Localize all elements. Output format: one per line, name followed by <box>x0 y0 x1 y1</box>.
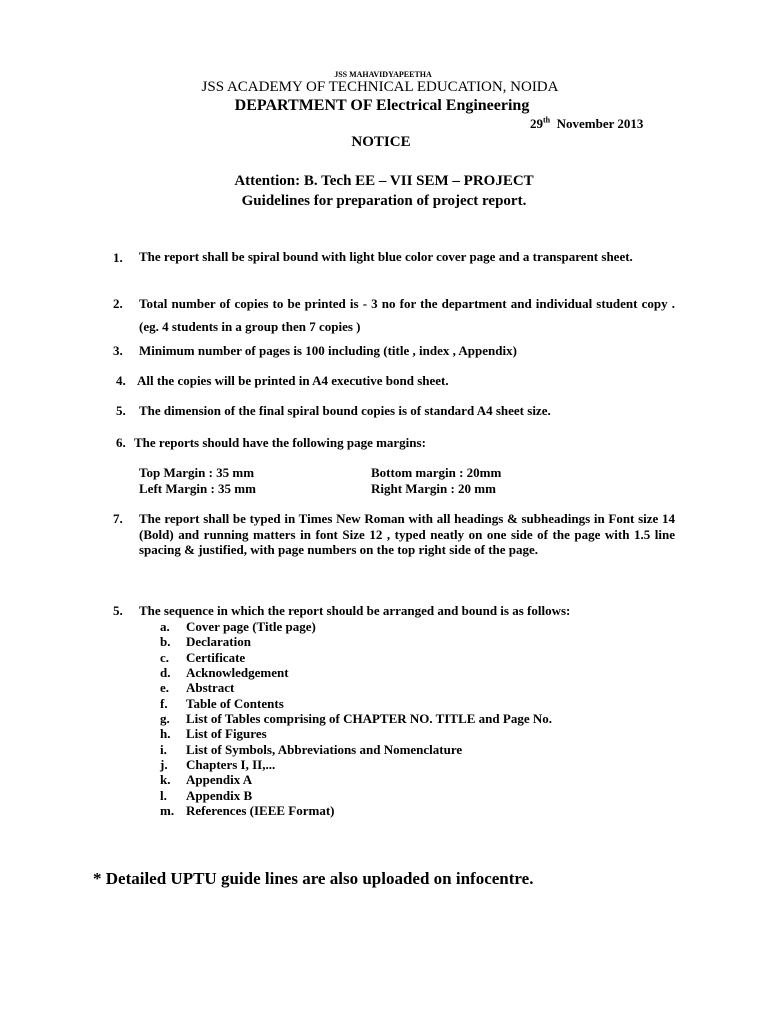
item-text: The report shall be spiral bound with light blue color cover page and a transparent sheet. <box>139 249 633 264</box>
notice-title: NOTICE <box>351 134 411 150</box>
sequence-letter: e. <box>160 680 170 695</box>
sequence-text: Table of Contents <box>186 696 284 711</box>
sequence-item <box>160 650 245 666</box>
sequence-text: Certificate <box>186 650 246 665</box>
item-number: 1. <box>113 250 123 265</box>
item-number: 2. <box>113 296 123 311</box>
notice-date <box>530 116 643 132</box>
academy-name: JSS ACADEMY OF TECHNICAL EDUCATION, NOIDA <box>201 79 559 95</box>
sequence-letter: h. <box>160 726 171 741</box>
sequence-item <box>160 726 267 742</box>
item-text: The report shall be typed in Times New Roman with all headings & subheadings in Font size 14 (Bold) and running matters in font Size 12 , typed neatly on one side of the page with 1.5 line spacing & justified, with page numbers on the top right side of the page. <box>139 511 675 557</box>
org-name: JSS MAHAVIDYAPEETHA <box>334 70 432 79</box>
sequence-text: Appendix B <box>186 788 253 803</box>
footer-note: * Detailed UPTU guide lines are also uploaded on infocentre. <box>93 869 534 888</box>
item-text: Total number of copies to be printed is - 3 no for the department and individual student copy .(eg. 4 students in a group then 7 copies ) <box>139 296 675 334</box>
item-number: 5. <box>113 603 123 618</box>
item-number: 4. <box>116 373 126 388</box>
date-month-year: November 2013 <box>556 116 644 131</box>
sequence-letter: d. <box>160 665 171 680</box>
sequence-item <box>160 772 252 788</box>
margin-bottom: Bottom margin : 20mm <box>371 465 502 480</box>
department-name: DEPARTMENT OF Electrical Engineering <box>234 97 530 114</box>
sequence-text: Appendix A <box>186 772 253 787</box>
sequence-letter: a. <box>160 619 170 634</box>
item-text: The sequence in which the report should be arranged and bound is as follows: <box>139 603 571 618</box>
sequence-item <box>160 696 284 712</box>
margin-right: Right Margin : 20 mm <box>371 481 496 496</box>
sequence-text: Cover page (Title page) <box>186 619 316 634</box>
sequence-item <box>160 665 289 681</box>
item-text: All the copies will be printed in A4 executive bond sheet. <box>137 373 449 388</box>
sequence-text: Chapters I, II,... <box>186 757 276 772</box>
sequence-item <box>160 619 316 635</box>
sequence-item <box>160 757 275 773</box>
sequence-text: List of Symbols, Abbreviations and Nomenclature <box>186 742 463 757</box>
sequence-letter: b. <box>160 634 171 649</box>
sequence-letter: m. <box>160 803 175 818</box>
sequence-letter: k. <box>160 772 171 787</box>
sequence-letter: l. <box>160 788 167 803</box>
sequence-item <box>160 680 234 696</box>
guidelines-subtitle: Guidelines for preparation of project report. <box>241 193 527 209</box>
sequence-letter: f. <box>160 696 168 711</box>
sequence-text: Acknowledgement <box>186 665 289 680</box>
sequence-text: List of Figures <box>186 726 267 741</box>
sequence-text: Declaration <box>186 634 251 649</box>
item-number: 3. <box>113 343 123 358</box>
sequence-item <box>160 634 251 650</box>
date-day: 29 <box>530 116 543 131</box>
sequence-item <box>160 803 335 819</box>
sequence-text: List of Tables comprising of CHAPTER NO. TITLE and Page No. <box>186 711 552 726</box>
margin-top: Top Margin : 35 mm <box>139 465 255 480</box>
attention-line: Attention: B. Tech EE – VII SEM – PROJECT <box>234 173 534 189</box>
item-text: The reports should have the following page margins: <box>134 435 426 450</box>
sequence-letter: c. <box>160 650 170 665</box>
sequence-letter: j. <box>160 757 168 772</box>
sequence-text: Abstract <box>186 680 235 695</box>
item-text: Minimum number of pages is 100 including (title , index , Appendix) <box>139 343 517 358</box>
item-number: 7. <box>113 511 123 526</box>
item-number: 6. <box>116 435 126 450</box>
sequence-item <box>160 788 252 804</box>
date-suffix: th <box>543 115 551 125</box>
sequence-letter: i. <box>160 742 167 757</box>
margin-left: Left Margin : 35 mm <box>139 481 256 496</box>
sequence-text: References (IEEE Format) <box>186 803 335 818</box>
item-number: 5. <box>116 403 126 418</box>
sequence-letter: g. <box>160 711 170 726</box>
item-text: The dimension of the final spiral bound copies is of standard A4 sheet size. <box>139 403 551 418</box>
sequence-item <box>160 742 462 758</box>
sequence-item <box>160 711 552 727</box>
